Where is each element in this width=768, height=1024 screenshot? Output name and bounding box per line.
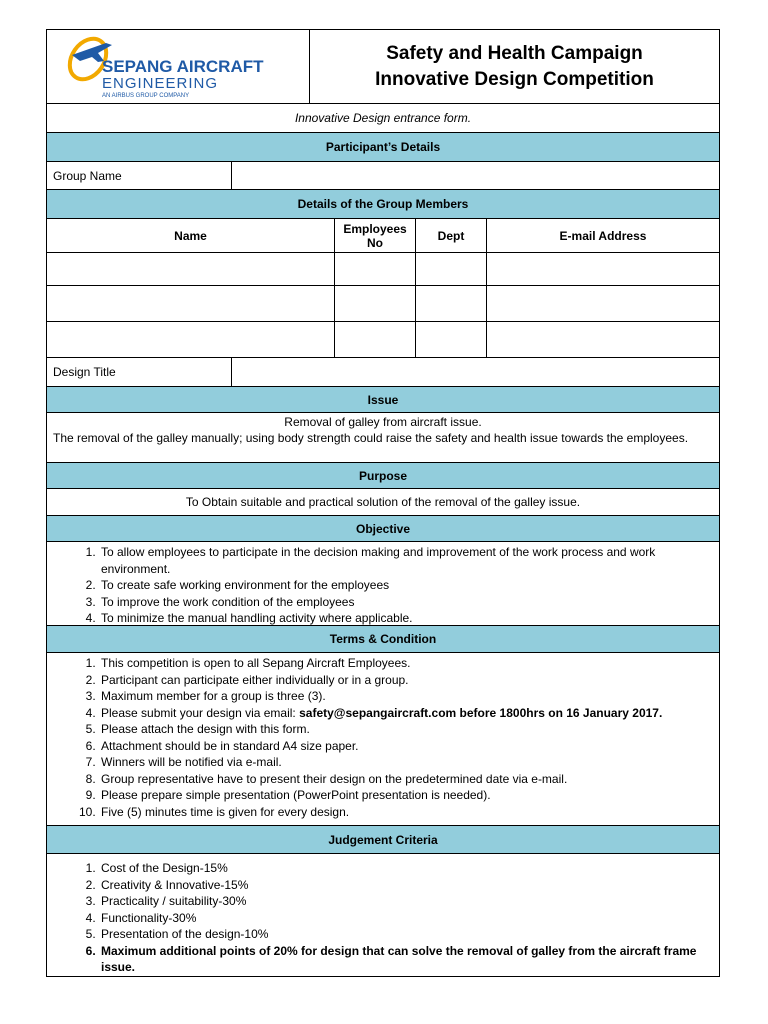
form-subtitle: Innovative Design entrance form. — [294, 111, 472, 125]
terms-heading: Terms & Condition — [47, 626, 719, 652]
member-row — [47, 286, 719, 322]
issue-body — [47, 413, 719, 462]
member-name-field[interactable] — [47, 322, 335, 357]
list-item: 4. Functionality-30% — [99, 910, 719, 927]
terms-list-wrap — [47, 653, 719, 825]
list-item: 10. Five (5) minutes time is given for every design. — [99, 804, 719, 821]
member-dept-field[interactable] — [416, 253, 487, 285]
list-item: 2. Participant can participate either individually or in a group. — [99, 672, 719, 689]
list-item: 2. To create safe working environment for the employees — [99, 577, 719, 594]
list-item: 6. Attachment should be in standard A4 size paper. — [99, 738, 719, 755]
logo-name: SEPANG AIRCRAFT — [102, 56, 264, 76]
members-header-row — [47, 219, 719, 253]
list-item: 7. Winners will be notified via e-mail. — [99, 754, 719, 771]
submit-text: Please submit your design via email: — [101, 705, 300, 720]
col-dept-header: Dept — [416, 219, 487, 252]
issue-line-2: The removal of the galley manually; using body strength could raise the safety and health issue towards the employees. — [53, 430, 689, 445]
logo-sub: ENGINEERING — [102, 74, 219, 92]
list-item: 3. Practicality / suitability-30% — [99, 893, 719, 910]
list-item — [99, 705, 719, 722]
judgement-list-wrap — [47, 854, 719, 976]
member-empno-field[interactable] — [335, 286, 416, 321]
list-item: 5. Please attach the design with this form. — [99, 721, 719, 738]
title-line-2: Innovative Design Competition — [375, 68, 654, 90]
member-email-field[interactable] — [487, 286, 719, 321]
list-item: 5. Presentation of the design-10% — [99, 926, 719, 943]
member-row — [47, 322, 719, 358]
issue-line-1: Removal of galley from aircraft issue. — [284, 415, 482, 429]
objective-heading-row — [47, 516, 719, 542]
deadline-text: before 1800hrs on 16 January 2017. — [456, 705, 663, 720]
group-name-row — [47, 162, 719, 190]
list-item: 4. To minimize the manual handling activity where applicable. — [99, 610, 719, 627]
col-empno-header: Employees No — [335, 219, 416, 252]
participant-heading-row — [47, 133, 719, 162]
judgement-list — [47, 860, 719, 976]
purpose-heading: Purpose — [47, 463, 719, 488]
member-empno-field[interactable] — [335, 253, 416, 285]
group-name-field[interactable] — [232, 162, 719, 189]
objective-body-row — [47, 542, 719, 626]
member-name-field[interactable] — [47, 286, 335, 321]
member-email-field[interactable] — [487, 322, 719, 357]
list-item: 9. Please prepare simple presentation (PowerPoint presentation is needed). — [99, 787, 719, 804]
list-item: 1. To allow employees to participate in the decision making and improvement of the work process and work environment. — [99, 544, 719, 577]
design-title-label: Design Title — [47, 358, 232, 386]
members-heading: Details of the Group Members — [47, 190, 719, 218]
purpose-body-row — [47, 489, 719, 516]
group-name-label: Group Name — [47, 162, 232, 189]
issue-heading: Issue — [47, 387, 719, 412]
logo-tagline: AN AIRBUS GROUP COMPANY — [102, 92, 190, 99]
member-empno-field[interactable] — [335, 322, 416, 357]
list-item: 1. This competition is open to all Sepang Aircraft Employees. — [99, 655, 719, 672]
sepang-logo — [58, 33, 298, 101]
purpose-heading-row — [47, 463, 719, 489]
col-name-header: Name — [47, 219, 335, 252]
design-title-field[interactable] — [232, 358, 719, 386]
terms-list — [47, 655, 719, 820]
form-subtitle-row — [47, 104, 719, 133]
objective-heading: Objective — [47, 516, 719, 541]
terms-heading-row — [47, 626, 719, 653]
list-item: 8. Group representative have to present their design on the predetermined date via e-mail. — [99, 771, 719, 788]
list-item: 3. Maximum member for a group is three (3). — [99, 688, 719, 705]
participant-heading: Participant’s Details — [47, 133, 719, 161]
judgement-heading-row — [47, 826, 719, 854]
member-dept-field[interactable] — [416, 286, 487, 321]
title-line-1: Safety and Health Campaign — [386, 42, 643, 64]
list-item: 3. To improve the work condition of the employees — [99, 594, 719, 611]
judgement-body-row — [47, 854, 719, 976]
member-name-field[interactable] — [47, 253, 335, 285]
issue-heading-row — [47, 387, 719, 413]
list-item: 1. Cost of the Design-15% — [99, 860, 719, 877]
member-row — [47, 253, 719, 286]
logo-cell — [47, 30, 310, 103]
objective-list-wrap — [47, 542, 719, 625]
members-heading-row — [47, 190, 719, 219]
submission-email-link[interactable]: safety@sepangaircraft.com — [299, 705, 457, 720]
design-title-row — [47, 358, 719, 387]
page-title — [310, 30, 719, 103]
terms-body-row — [47, 653, 719, 826]
member-dept-field[interactable] — [416, 322, 487, 357]
entrance-form — [46, 29, 720, 977]
list-item: 6. Maximum additional points of 20% for design that can solve the removal of galley from the aircraft frame issue. — [99, 943, 719, 976]
judgement-heading: Judgement Criteria — [47, 826, 719, 853]
member-email-field[interactable] — [487, 253, 719, 285]
form-header — [47, 30, 719, 104]
col-email-header: E-mail Address — [559, 228, 647, 243]
issue-body-row — [47, 413, 719, 463]
purpose-text: To Obtain suitable and practical solution of the removal of the galley issue. — [185, 495, 581, 509]
list-item: 2. Creativity & Innovative-15% — [99, 877, 719, 894]
objective-list — [47, 544, 719, 627]
